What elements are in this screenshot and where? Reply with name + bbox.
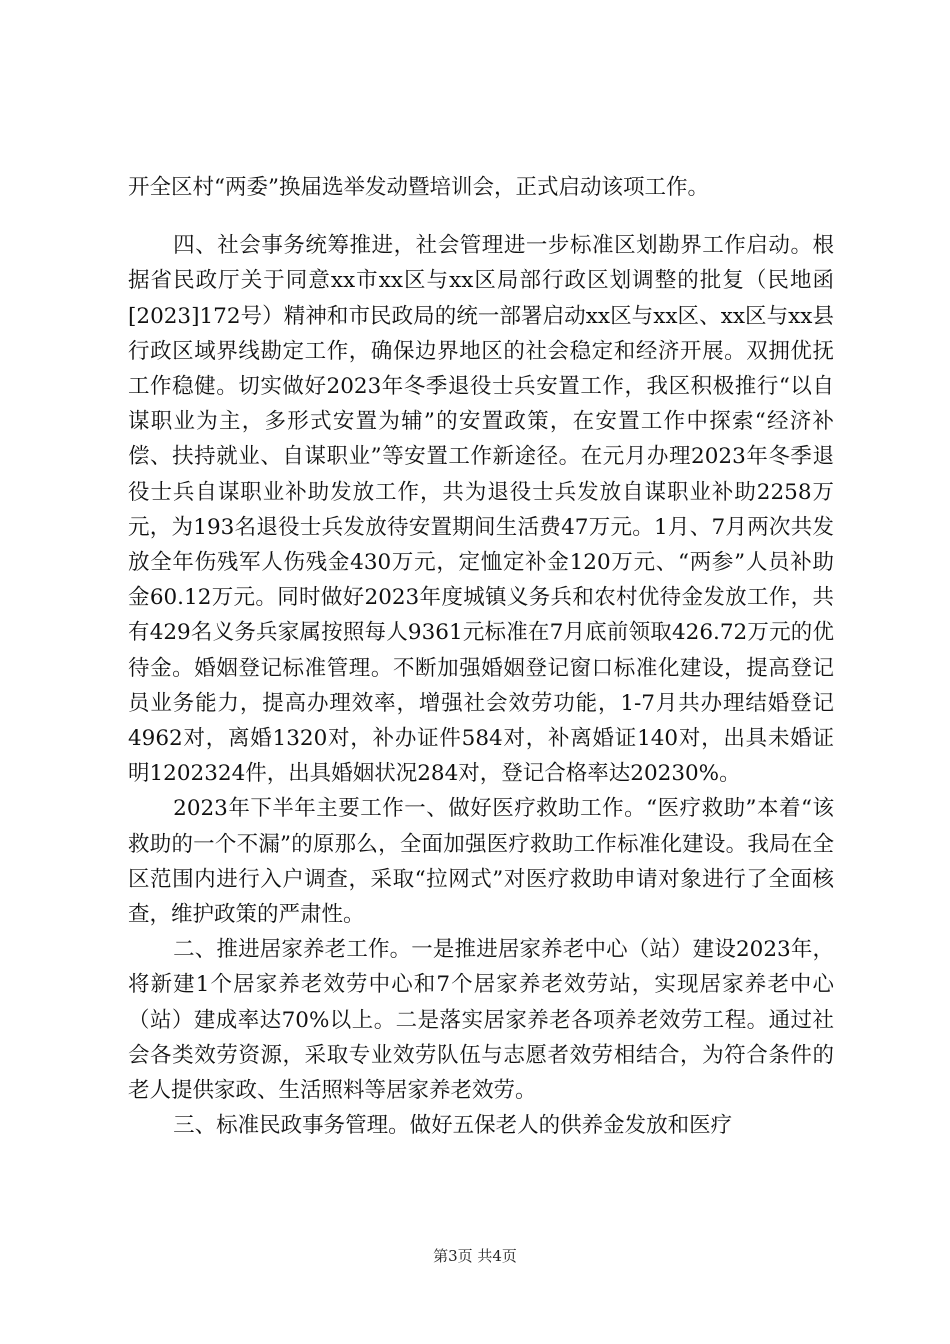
- paragraph-continuation: 开全区村“两委”换届选举发动暨培训会，正式启动该项工作。: [128, 175, 709, 200]
- paragraph-social-affairs: 四、社会事务统筹推进，社会管理进一步标准区划勘界工作启动。根据省民政厅关于同意xx市xx区与xx区局部行政区划调整的批复（民地函[2023]172号）精神和市民政局的统一部署启动xx区与xx区、xx区与xx县行政区域界线勘定工作，确保边界地区的社会稳定和经济开展。双拥优抚工作稳健。切实做好2023年冬季退役士兵安置工作，我区积极推行“以自谋职业为主，多形式安置为辅”的安置政策，在安置工作中探索“经济补偿、扶持就业、自谋职业”等安置工作新途径。在元月办理2023年冬季退役士兵自谋职业补助发放工作，共为退役士兵发放自谋职业补助2258万元，为193名退役士兵发放待安置期间生活费47万元。1月、7月两次共发放全年伤残军人伤残金430万元，定恤定补金120万元、“两参”人员补助金60.12万元。同时做好2023年度城镇义务兵和农村优待金发放工作，共有429名义务兵家属按照每人9361元标准在7月底前领取426.72万元的优待金。婚姻登记标准管理。不断加强婚姻登记窗口标准化建设，提高登记员业务能力，提高办理效率，增强社会效劳功能，1-7月共办理结婚登记4962对，离婚1320对，补办证件584对，补离婚证140对，出具未婚证明1202324件，出具婚姻状况284对，登记合格率达20230%。: [128, 233, 834, 787]
- paragraph-home-elderly-care: 二、推进居家养老工作。一是推进居家养老中心（站）建设2023年，将新建1个居家养老效劳中心和7个居家养老效劳站，实现居家养老中心（站）建成率达70%以上。二是落实居家养老各项养老效劳工程。通过社会各类效劳资源，采取专业效劳队伍与志愿者效劳相结合，为符合条件的老人提供家政、生活照料等居家养老效劳。: [128, 937, 834, 1104]
- paragraph-civil-affairs: 三、标准民政事务管理。做好五保老人的供养金发放和医疗: [173, 1113, 733, 1139]
- document-body: [128, 170, 834, 1143]
- paragraph-medical-aid: 2023年下半年主要工作一、做好医疗救助工作。“医疗救助”本着“该救助的一个不漏”的原那么，全面加强医疗救助工作标准化建设。我局在全区范围内进行入户调查，采取“拉网式”对医疗救助申请对象进行了全面核查，维护政策的严肃性。: [128, 796, 834, 928]
- page-footer: 第3页 共4页: [433, 1247, 517, 1265]
